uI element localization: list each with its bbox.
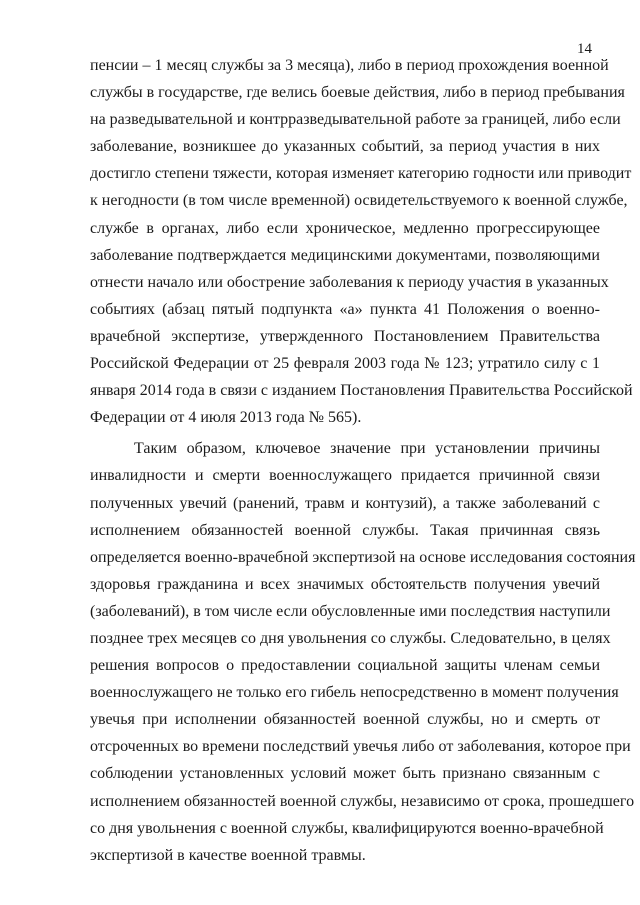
text-line: Федерации от 4 июля 2013 года № 565).	[90, 409, 362, 427]
text-line: заболевание, возникшее до указанных событий, за период участия в них	[90, 138, 600, 156]
text-line: экспертизой в качестве военной травмы.	[90, 846, 366, 864]
text-line: Таким образом, ключевое значение при установлении причины	[134, 440, 600, 458]
text-line: исполнением обязанностей военной службы, независимо от срока, прошедшего	[90, 792, 635, 810]
text-line: решения вопросов о предоставлении социальной защиты членам семьи	[90, 657, 600, 675]
text-line: увечья при исполнении обязанностей военной службы, но и смерть от	[90, 711, 600, 729]
text-line: января 2014 года в связи с изданием Постановления Правительства Российской	[90, 382, 633, 400]
text-line: врачебной экспертизе, утвержденного Постановлением Правительства	[90, 327, 600, 345]
text-line: позднее трех месяцев со дня увольнения со службы. Следовательно, в целях	[90, 629, 611, 647]
text-line: соблюдении установленных условий может быть признано связанным с	[90, 765, 600, 783]
text-line: службе в органах, либо если хроническое, медленно прогрессирующее	[90, 219, 600, 237]
paragraph-1	[90, 52, 633, 431]
text-line: Российской Федерации от 25 февраля 2003 года № 123; утратило силу с 1	[90, 355, 600, 373]
text-line: военнослужащего не только его гибель непосредственно в момент получения	[90, 684, 619, 702]
text-line: заболевание подтверждается медицинскими документами, позволяющими	[90, 246, 600, 264]
text-line: (заболеваний), в том числе если обусловленные ими последствия наступили	[90, 602, 611, 620]
text-line: к негодности (в том числе временной) освидетельствуемого к военной службе,	[90, 192, 628, 210]
page-number: 14	[577, 41, 592, 57]
text-line: службы в государстве, где велись боевые действия, либо в период пребывания	[90, 84, 625, 102]
text-line: определяется военно-врачебной экспертизой на основе исследования состояния	[90, 548, 636, 566]
text-line: достигло степени тяжести, которая изменяет категорию годности или приводит	[90, 165, 632, 183]
paragraph-2	[90, 435, 636, 869]
text-line: событиях (абзац пятый подпункта «а» пункта 41 Положения о военно-	[90, 300, 600, 318]
text-line: отнести начало или обострение заболевания к периоду участия в указанных	[90, 273, 609, 291]
text-line: пенсии – 1 месяц службы за 3 месяца), либо в период прохождения военной	[90, 57, 609, 74]
document-body	[90, 52, 636, 869]
text-line: отсроченных во времени последствий увечья либо от заболевания, которое при	[90, 738, 631, 756]
text-line: со дня увольнения с военной службы, квалифицируются военно-врачебной	[90, 819, 604, 837]
text-line: полученных увечий (ранений, травм и контузий), а также заболеваний с	[90, 494, 600, 512]
text-line: инвалидности и смерти военнослужащего придается причинной связи	[90, 467, 600, 485]
text-line: здоровья гражданина и всех значимых обстоятельств получения увечий	[90, 575, 600, 593]
text-line: на разведывательной и контрразведывательной работе за границей, либо если	[90, 111, 621, 129]
text-line: исполнением обязанностей военной службы. Такая причинная связь	[90, 521, 600, 539]
